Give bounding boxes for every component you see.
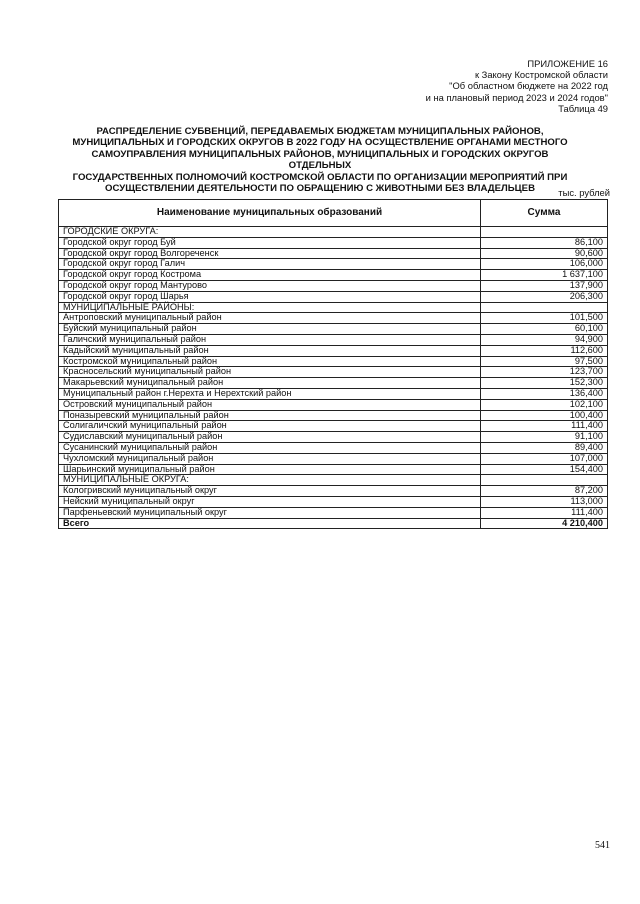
municipality-name: Шарьинский муниципальный район bbox=[59, 464, 481, 475]
municipality-name: Нейский муниципальный округ bbox=[59, 496, 481, 507]
subsidy-amount: 101,500 bbox=[481, 313, 608, 324]
municipality-name: Солигаличский муниципальный район bbox=[59, 421, 481, 432]
subsidy-amount: 152,300 bbox=[481, 378, 608, 389]
table-number: Таблица 49 bbox=[558, 102, 608, 114]
table-row bbox=[59, 237, 608, 248]
table-row bbox=[59, 248, 608, 259]
page-number: 541 bbox=[595, 840, 610, 851]
subsidy-amount bbox=[481, 227, 608, 238]
table-row bbox=[59, 486, 608, 497]
subsidy-amount bbox=[481, 475, 608, 486]
table-header-row bbox=[59, 200, 608, 227]
subsidy-amount: 86,100 bbox=[481, 237, 608, 248]
title-line: РАСПРЕДЕЛЕНИЕ СУБВЕНЦИЙ, ПЕРЕДАВАЕМЫХ БЮДЖЕТАМ МУНИЦИПАЛЬНЫХ РАЙОНОВ, bbox=[96, 126, 544, 137]
table-row bbox=[59, 496, 608, 507]
table-row bbox=[59, 410, 608, 421]
municipality-name: Кологривский муниципальный округ bbox=[59, 486, 481, 497]
municipality-name: Красносельский муниципальный район bbox=[59, 367, 481, 378]
subsidy-amount: 112,600 bbox=[481, 345, 608, 356]
municipality-name: Макарьевский муниципальный район bbox=[59, 378, 481, 389]
subsidy-amount: 97,500 bbox=[481, 356, 608, 367]
table-row bbox=[59, 313, 608, 324]
table-row bbox=[59, 270, 608, 281]
title-line: ГОСУДАРСТВЕННЫХ ПОЛНОМОЧИЙ КОСТРОМСКОЙ ОБЛАСТИ ПО ОРГАНИЗАЦИИ МЕРОПРИЯТИЙ ПРИ bbox=[72, 171, 568, 183]
subsidy-amount: 123,700 bbox=[481, 367, 608, 378]
municipality-name: Чухломский муниципальный район bbox=[59, 453, 481, 464]
municipality-name: Городской округ город Кострома bbox=[59, 270, 481, 281]
municipality-name: МУНИЦИПАЛЬНЫЕ ОКРУГА: bbox=[59, 475, 481, 486]
table-row bbox=[59, 464, 608, 475]
appendix-period: и на плановый период 2023 и 2024 годов" bbox=[425, 91, 608, 103]
table-row bbox=[59, 291, 608, 302]
table-row bbox=[59, 324, 608, 335]
subsidy-amount: 206,300 bbox=[481, 291, 608, 302]
table-row bbox=[59, 356, 608, 367]
subsidy-amount: 100,400 bbox=[481, 410, 608, 421]
title-line: САМОУПРАВЛЕНИЯ МУНИЦИПАЛЬНЫХ РАЙОНОВ, МУНИЦИПАЛЬНЫХ И ГОРОДСКИХ ОКРУГОВ ОТДЕЛЬНЫХ bbox=[91, 148, 549, 172]
subsidy-amount: 60,100 bbox=[481, 324, 608, 335]
table-row bbox=[59, 399, 608, 410]
table-row bbox=[59, 432, 608, 443]
subsidy-amount: 111,400 bbox=[481, 421, 608, 432]
municipality-name: МУНИЦИПАЛЬНЫЕ РАЙОНЫ: bbox=[59, 302, 481, 313]
subsidy-amount: 90,600 bbox=[481, 248, 608, 259]
municipality-name: Судиславский муниципальный район bbox=[59, 432, 481, 443]
table-body bbox=[59, 227, 608, 529]
column-header-sum: Сумма bbox=[481, 200, 608, 227]
subsidy-amount: 137,900 bbox=[481, 280, 608, 291]
municipality-name: Кадыйский муниципальный район bbox=[59, 345, 481, 356]
municipality-name: Галичский муниципальный район bbox=[59, 334, 481, 345]
appendix-law: к Закону Костромской области bbox=[474, 69, 608, 81]
appendix-header bbox=[426, 58, 608, 114]
municipality-name: Буйский муниципальный район bbox=[59, 324, 481, 335]
total-amount: 4 210,400 bbox=[481, 518, 608, 529]
total-label: Всего bbox=[59, 518, 481, 529]
municipality-name: Поназыревский муниципальный район bbox=[59, 410, 481, 421]
municipality-name: Костромской муниципальный район bbox=[59, 356, 481, 367]
table-row bbox=[59, 259, 608, 270]
subsidy-amount: 91,100 bbox=[481, 432, 608, 443]
municipality-name: Парфеньевский муниципальный округ bbox=[59, 507, 481, 518]
title-line: ОСУЩЕСТВЛЕНИИ ДЕЯТЕЛЬНОСТИ ПО ОБРАЩЕНИЮ С ЖИВОТНЫМИ БЕЗ ВЛАДЕЛЬЦЕВ bbox=[104, 183, 536, 195]
subsidy-amount: 89,400 bbox=[481, 442, 608, 453]
table-row bbox=[59, 334, 608, 345]
table-row bbox=[59, 388, 608, 399]
section-row bbox=[59, 227, 608, 238]
subsidy-amount bbox=[481, 302, 608, 313]
table-row bbox=[59, 507, 608, 518]
column-header-name: Наименование муниципальных образований bbox=[59, 200, 481, 227]
appendix-law-name: "Об областном бюджете на 2022 год bbox=[449, 80, 608, 92]
subsidy-amount: 154,400 bbox=[481, 464, 608, 475]
municipality-name: Муниципальный район г.Нерехта и Нерехтский район bbox=[59, 388, 481, 399]
table-row bbox=[59, 367, 608, 378]
table-row bbox=[59, 345, 608, 356]
units-label: тыс. рублей bbox=[558, 187, 610, 198]
subsidy-amount: 94,900 bbox=[481, 334, 608, 345]
table-row bbox=[59, 442, 608, 453]
subsidy-amount: 107,000 bbox=[481, 453, 608, 464]
subsidy-amount: 136,400 bbox=[481, 388, 608, 399]
municipality-name: Городской округ город Шарья bbox=[59, 291, 481, 302]
municipality-name: Сусанинский муниципальный район bbox=[59, 442, 481, 453]
subsidy-amount: 1 637,100 bbox=[481, 270, 608, 281]
municipality-name: ГОРОДСКИЕ ОКРУГА: bbox=[59, 227, 481, 238]
appendix-title: ПРИЛОЖЕНИЕ 16 bbox=[527, 58, 608, 69]
municipality-name: Антроповский муниципальный район bbox=[59, 313, 481, 324]
total-row bbox=[59, 518, 608, 529]
municipality-name: Городской округ город Волгореченск bbox=[59, 248, 481, 259]
document-title bbox=[60, 126, 580, 194]
section-row bbox=[59, 302, 608, 313]
subsidy-amount: 102,100 bbox=[481, 399, 608, 410]
municipality-name: Городской округ город Мантурово bbox=[59, 280, 481, 291]
title-line: МУНИЦИПАЛЬНЫХ И ГОРОДСКИХ ОКРУГОВ В 2022 ГОДУ НА ОСУЩЕСТВЛЕНИЕ ОРГАНАМИ МЕСТНОГО bbox=[72, 137, 568, 149]
subsidy-amount: 87,200 bbox=[481, 486, 608, 497]
municipality-name: Городской округ город Буй bbox=[59, 237, 481, 248]
table-row bbox=[59, 280, 608, 291]
table-row bbox=[59, 453, 608, 464]
table-row bbox=[59, 421, 608, 432]
subsidy-amount: 106,000 bbox=[481, 259, 608, 270]
section-row bbox=[59, 475, 608, 486]
municipality-name: Островский муниципальный район bbox=[59, 399, 481, 410]
municipality-name: Городской округ город Галич bbox=[59, 259, 481, 270]
subsidy-amount: 111,400 bbox=[481, 507, 608, 518]
table-row bbox=[59, 378, 608, 389]
subsidy-amount: 113,000 bbox=[481, 496, 608, 507]
subsidy-table bbox=[58, 199, 608, 529]
